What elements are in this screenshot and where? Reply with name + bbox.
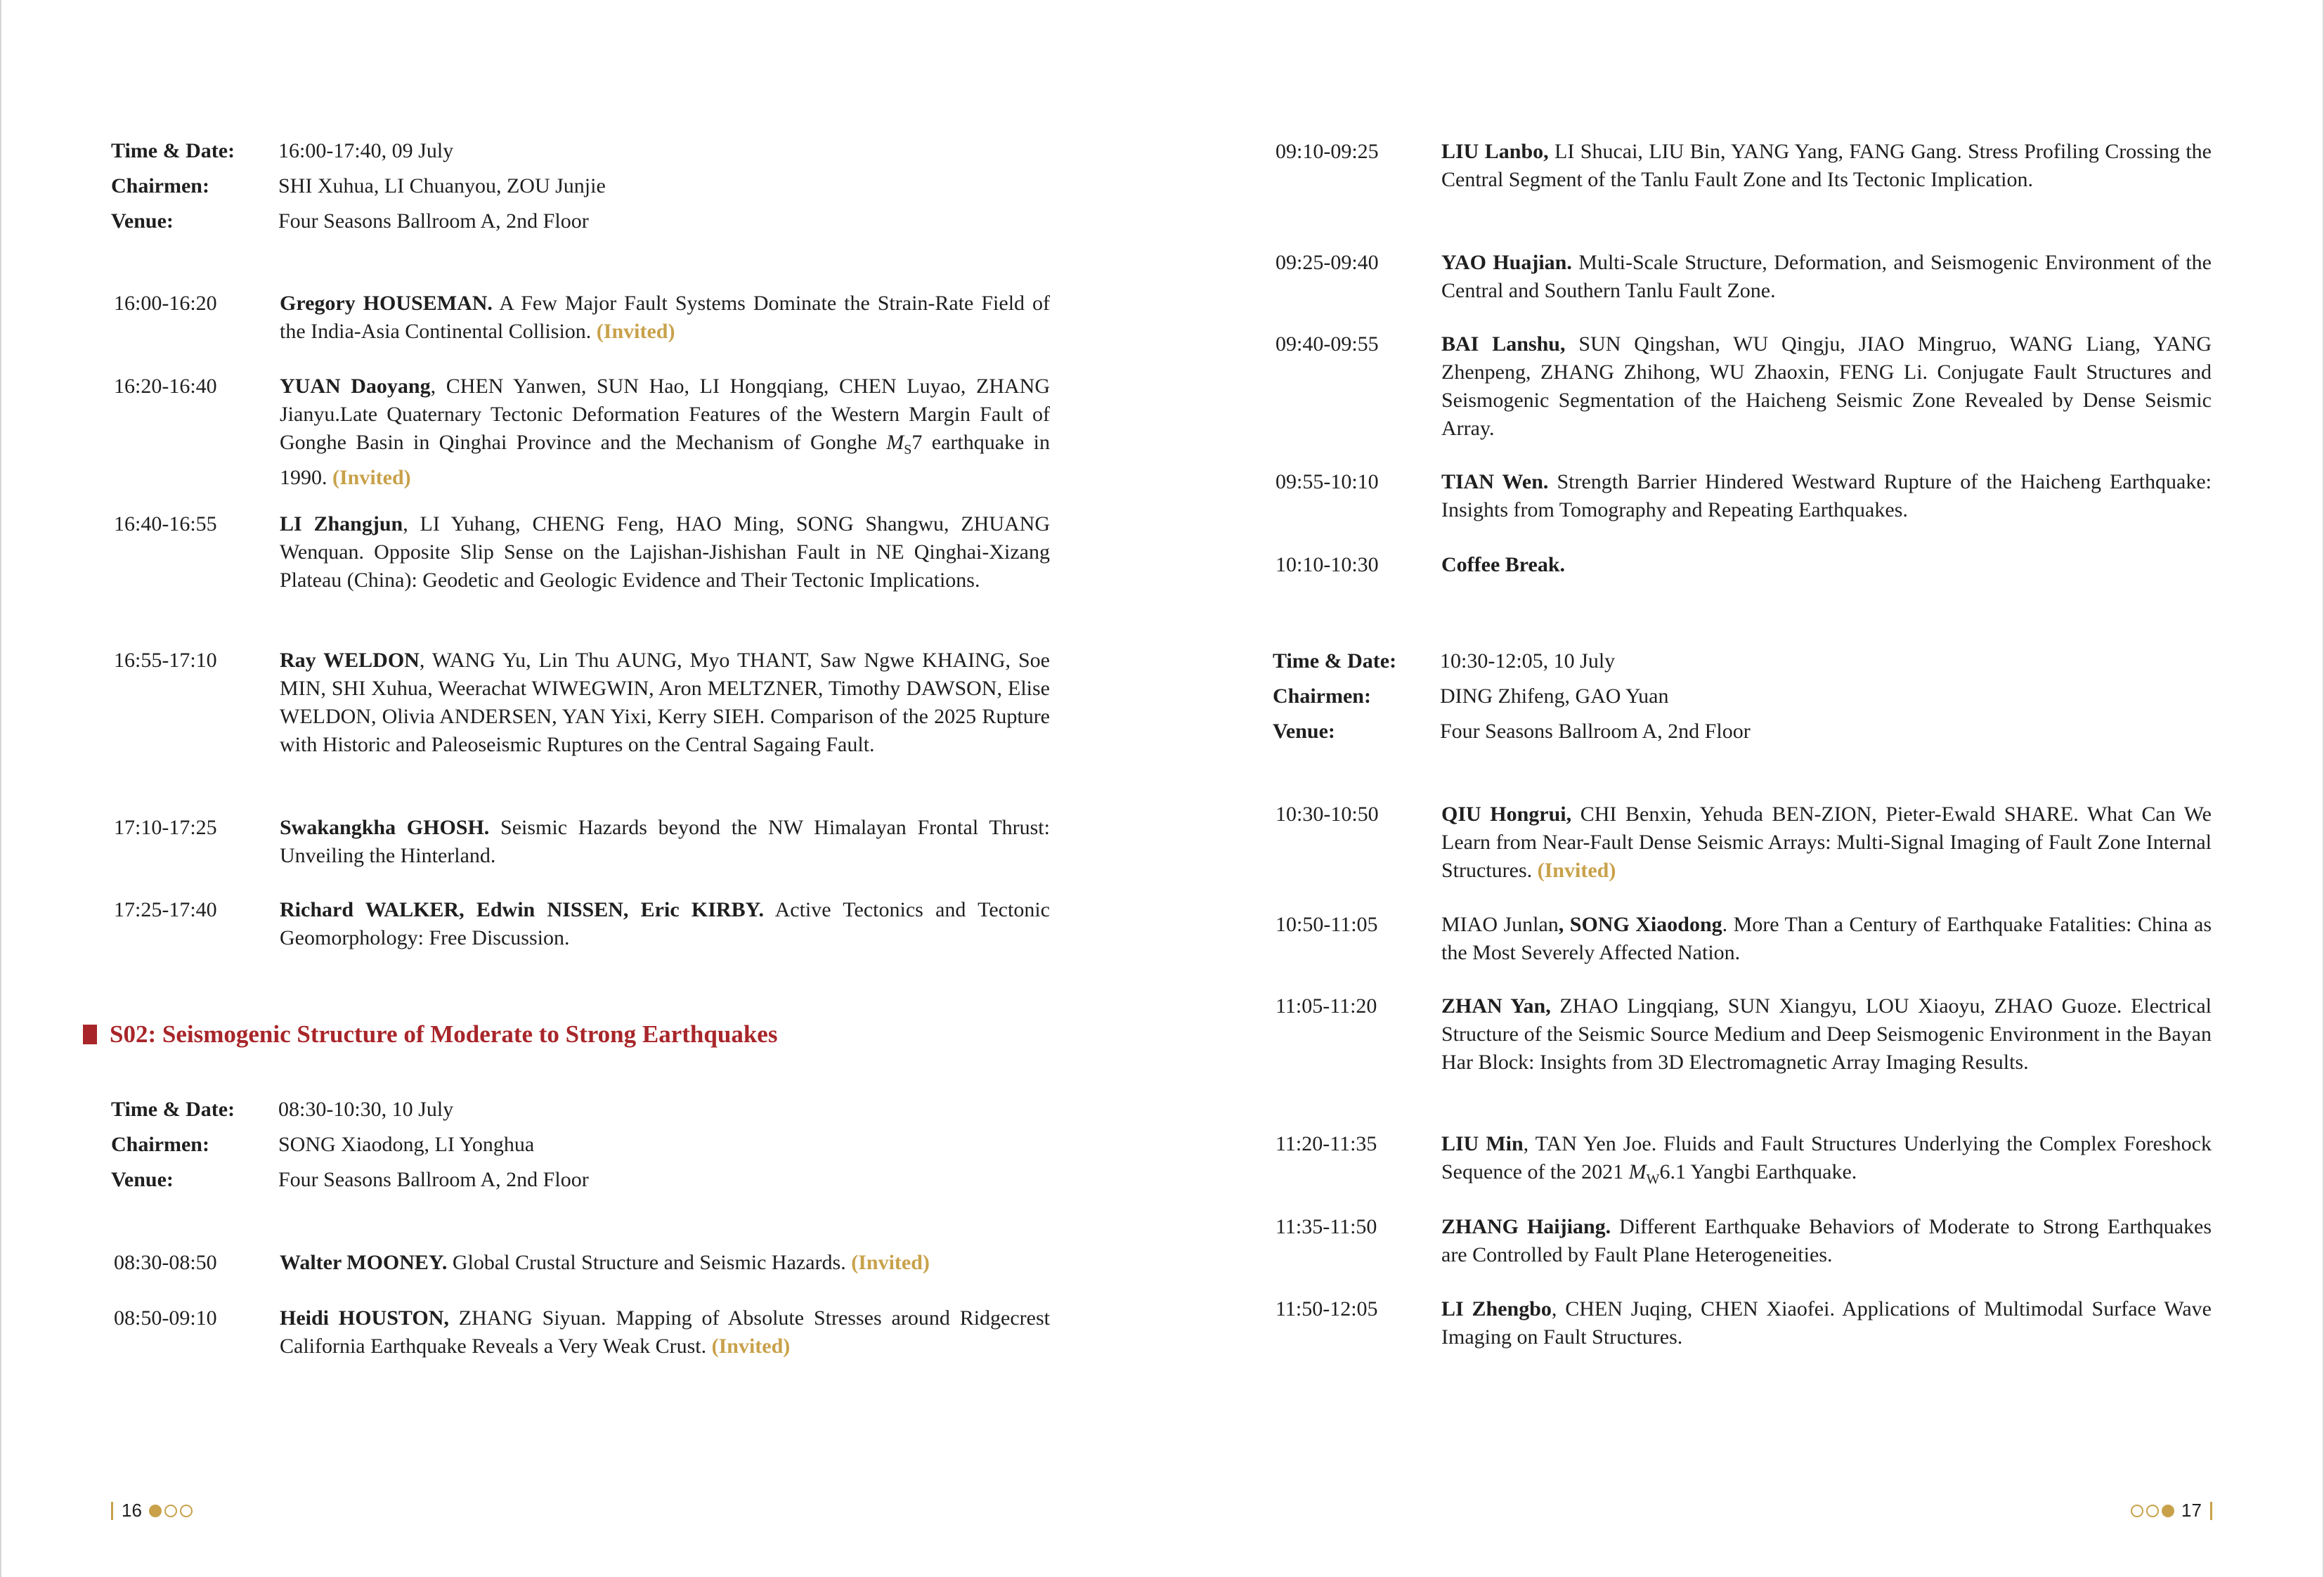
page-footer bbox=[2129, 1500, 2212, 1521]
talk-time: 16:20-16:40 bbox=[114, 375, 217, 398]
talk-text: . More Than a Century of Earthquake Fatalities: China as the Most Severely Affected Nation. bbox=[1441, 913, 2212, 964]
talk-author: ZHANG Haijiang. bbox=[1441, 1215, 1611, 1238]
talk-time: 11:20-11:35 bbox=[1275, 1132, 1377, 1155]
talk-item bbox=[1275, 911, 2212, 967]
talk-text: , LI Yuhang, CHENG Feng, HAO Ming, SONG Shangwu, ZHUANG Wenquan. Opposite Slip Sense on the Lajishan-Jishishan Fault in NE Qinghai-Xizang Plateau (China): Geodetic and Geologic Evidence and Their Tectonic Implications. bbox=[280, 512, 1050, 592]
talk-body bbox=[1441, 468, 2212, 524]
talk-item bbox=[1275, 1130, 2212, 1193]
talk-author: YUAN Daoyang bbox=[280, 375, 431, 398]
magnitude-subscript: W bbox=[1646, 1172, 1660, 1187]
session-info bbox=[111, 1092, 589, 1198]
talk-body bbox=[280, 814, 1050, 870]
talk-author: LIU Min bbox=[1441, 1132, 1524, 1155]
talk-body bbox=[1441, 911, 2212, 967]
chairmen-value: DING Zhifeng, GAO Yuan bbox=[1440, 684, 1669, 708]
talk-text: Global Crustal Structure and Seismic Hazards. bbox=[447, 1251, 852, 1274]
time-date-value: 08:30-10:30, 10 July bbox=[278, 1098, 454, 1121]
talk-body bbox=[1441, 1213, 2212, 1269]
time-date-value: 10:30-12:05, 10 July bbox=[1440, 649, 1616, 673]
talk-author: LI Zhengbo bbox=[1441, 1297, 1552, 1320]
talk-author: Walter MOONEY. bbox=[280, 1251, 448, 1274]
talk-text: CHI Benxin, Yehuda BEN-ZION, Pieter-Ewald SHARE. What Can We Learn from Near-Fault Dense Seismic Arrays: Multi-Signal Imaging of Fault Zone Internal Structures. bbox=[1441, 803, 2212, 882]
talk-author: Swakangkha GHOSH. bbox=[280, 816, 490, 839]
talk-text: 6.1 Yangbi Earthquake. bbox=[1659, 1160, 1857, 1183]
talk-item bbox=[1275, 800, 2212, 885]
talk-time: 10:10-10:30 bbox=[1275, 553, 1379, 576]
filled-dot-icon bbox=[149, 1505, 162, 1517]
venue-label: Venue: bbox=[111, 1168, 174, 1191]
talk-body bbox=[280, 1249, 930, 1277]
talk-time: 10:50-11:05 bbox=[1275, 913, 1378, 936]
talk-text: , WANG Yu, Lin Thu AUNG, Myo THANT, Saw Ngwe KHAING, Soe MIN, SHI Xuhua, Weerachat WIWEGWIN, Aron MELTZNER, Timothy DAWSON, Elise WELDON, Olivia ANDERSEN, YAN Yixi, Kerry SIEH. Comparison of the 2025 Rupture with Historic and Paleoseismic Ruptures on the Central Sagaing Fault. bbox=[280, 649, 1050, 756]
talk-text: LI Shucai, LIU Bin, YANG Yang, FANG Gang. Stress Profiling Crossing the Central Segment of the Tanlu Fault Zone and Its Tectonic Implication. bbox=[1441, 140, 2212, 191]
talk-item bbox=[114, 647, 1050, 759]
chairmen-value: SONG Xiaodong, LI Yonghua bbox=[278, 1133, 535, 1156]
talk-body bbox=[280, 290, 1050, 346]
talk-text: ZHANG Siyuan. Mapping of Absolute Stresses around Ridgecrest California Earthquake Reveals a Very Weak Crust. bbox=[280, 1306, 1050, 1358]
talk-item bbox=[114, 896, 1050, 952]
ring-dot-icon bbox=[164, 1505, 177, 1517]
footer-bar-icon bbox=[2210, 1502, 2212, 1520]
talk-item bbox=[114, 1249, 1050, 1277]
invited-badge: (Invited) bbox=[332, 466, 411, 489]
talk-time: 09:10-09:25 bbox=[1275, 140, 1379, 163]
section-marker-icon bbox=[83, 1025, 97, 1044]
venue-value: Four Seasons Ballroom A, 2nd Floor bbox=[278, 209, 589, 233]
talk-text: , CHEN Yanwen, SUN Hao, LI Hongqiang, CHEN Luyao, ZHANG Jianyu.Late Quaternary Tectonic Deformation Features of the Western Margin Fault of Gonghe Basin in Qinghai Province and the Mechanism of Gonghe bbox=[280, 375, 1050, 454]
talk-text: Active Tectonics and Tectonic Geomorphology: Free Discussion. bbox=[280, 898, 1050, 949]
talk-text: Multi-Scale Structure, Deformation, and Seismogenic Environment of the Central and Southern Tanlu Fault Zone. bbox=[1441, 251, 2212, 302]
talk-text: Different Earthquake Behaviors of Moderate to Strong Earthquakes are Controlled by Fault Plane Heterogeneities. bbox=[1441, 1215, 2212, 1266]
invited-badge: (Invited) bbox=[711, 1335, 791, 1358]
talk-time: 17:25-17:40 bbox=[114, 898, 217, 921]
talk-text: Strength Barrier Hindered Westward Rupture of the Haicheng Earthquake: Insights from Tomography and Repeating Earthquakes. bbox=[1441, 470, 2212, 521]
invited-badge: (Invited) bbox=[1537, 859, 1616, 882]
talk-author: LIU Lanbo, bbox=[1441, 140, 1549, 163]
talk-author: QIU Hongrui, bbox=[1441, 803, 1572, 826]
page-footer bbox=[111, 1500, 194, 1521]
time-date-label: Time & Date: bbox=[111, 1098, 235, 1121]
talk-item bbox=[1275, 138, 2212, 194]
talk-item bbox=[1275, 468, 2212, 524]
footer-bar-icon bbox=[111, 1502, 113, 1520]
talk-author: Heidi HOUSTON, bbox=[280, 1306, 449, 1330]
talk-author: Richard WALKER, Edwin NISSEN, Eric KIRBY. bbox=[280, 898, 764, 921]
talk-item bbox=[1275, 330, 2212, 443]
talk-item bbox=[114, 1304, 1050, 1361]
talk-body bbox=[280, 1304, 1050, 1361]
talk-body bbox=[1441, 138, 2212, 194]
time-date-value: 16:00-17:40, 09 July bbox=[278, 139, 454, 162]
talk-text: Seismic Hazards beyond the NW Himalayan Frontal Thrust: Unveiling the Hinterland. bbox=[280, 816, 1050, 867]
talk-time: 11:50-12:05 bbox=[1275, 1297, 1378, 1320]
talk-time: 16:00-16:20 bbox=[114, 292, 217, 315]
magnitude-symbol: M bbox=[1628, 1160, 1647, 1183]
page-number: 16 bbox=[122, 1500, 142, 1521]
talk-text: 7 earthquake in 1990. bbox=[280, 431, 1051, 489]
chairmen-label: Chairmen: bbox=[1273, 684, 1371, 708]
magnitude-symbol: M bbox=[886, 431, 904, 454]
session-info bbox=[1273, 644, 1751, 749]
ring-dot-icon bbox=[180, 1505, 193, 1517]
talk-time: 09:40-09:55 bbox=[1275, 332, 1379, 356]
talk-item bbox=[1275, 249, 2212, 305]
chairmen-label: Chairmen: bbox=[111, 1133, 209, 1156]
talk-body bbox=[1441, 1130, 2212, 1193]
talk-author: LI Zhangjun bbox=[280, 512, 403, 536]
talk-author: TIAN Wen. bbox=[1441, 470, 1549, 493]
talk-body bbox=[280, 510, 1050, 595]
venue-value: Four Seasons Ballroom A, 2nd Floor bbox=[278, 1168, 589, 1191]
talk-time: 17:10-17:25 bbox=[114, 816, 217, 839]
talk-time: 08:30-08:50 bbox=[114, 1251, 217, 1274]
talk-text: , CHEN Juqing, CHEN Xiaofei. Applications of Multimodal Surface Wave Imaging on Fault Structures. bbox=[1441, 1297, 2212, 1349]
time-date-label: Time & Date: bbox=[1273, 649, 1397, 673]
right-page bbox=[1162, 0, 2324, 1577]
talk-body bbox=[1441, 1295, 2212, 1351]
talk-time: 16:40-16:55 bbox=[114, 512, 217, 536]
talk-time: 11:35-11:50 bbox=[1275, 1215, 1377, 1238]
page-number: 17 bbox=[2181, 1500, 2202, 1521]
venue-label: Venue: bbox=[111, 209, 174, 233]
talk-item bbox=[114, 372, 1050, 492]
time-date-label: Time & Date: bbox=[111, 139, 235, 162]
ring-dot-icon bbox=[2131, 1505, 2143, 1517]
talk-author: Ray WELDON bbox=[280, 649, 420, 672]
talk-text: A Few Major Fault Systems Dominate the Strain-Rate Field of the India-Asia Continental Collision. bbox=[280, 292, 1050, 343]
chairmen-label: Chairmen: bbox=[111, 174, 209, 197]
section-heading bbox=[83, 1020, 777, 1049]
talk-text: ZHAO Lingqiang, SUN Xiangyu, LOU Xiaoyu, ZHAO Guoze. Electrical Structure of the Seismic Source Medium and Deep Seismogenic Environment in the Bayan Har Block: Insights from 3D Electromagnetic Array Imaging Results. bbox=[1441, 994, 2212, 1074]
talk-time: 10:30-10:50 bbox=[1275, 803, 1379, 826]
section-title-text: S02: Seismogenic Structure of Moderate to Strong Earthquakes bbox=[110, 1020, 778, 1048]
talk-body bbox=[280, 647, 1050, 759]
talk-item bbox=[1275, 551, 2212, 579]
talk-author: ZHAN Yan, bbox=[1441, 994, 1551, 1018]
talk-time: 09:25-09:40 bbox=[1275, 251, 1379, 274]
chairmen-value: SHI Xuhua, LI Chuanyou, ZOU Junjie bbox=[278, 174, 606, 197]
talk-text: SUN Qingshan, WU Qingju, JIAO Mingruo, WANG Liang, YANG Zhenpeng, ZHANG Zhihong, WU Zhaoxin, FENG Li. Conjugate Fault Structures and Seismogenic Segmentation of the Haicheng Seismic Zone Revealed by Dense Seismic Array. bbox=[1441, 332, 2212, 440]
venue-value: Four Seasons Ballroom A, 2nd Floor bbox=[1440, 720, 1751, 743]
venue-label: Venue: bbox=[1273, 720, 1335, 743]
invited-badge: (Invited) bbox=[851, 1251, 930, 1274]
talk-body bbox=[1441, 800, 2212, 885]
talk-author-first: MIAO Junlan bbox=[1441, 913, 1559, 936]
talk-item bbox=[1275, 1295, 2212, 1351]
talk-author: , SONG Xiaodong bbox=[1558, 913, 1722, 936]
talk-body bbox=[280, 372, 1050, 492]
talk-body bbox=[1441, 992, 2212, 1077]
talk-time: 11:05-11:20 bbox=[1275, 994, 1377, 1018]
talk-body bbox=[1441, 330, 2212, 443]
magnitude-subscript: S bbox=[904, 442, 912, 457]
talk-time: 08:50-09:10 bbox=[114, 1306, 217, 1330]
talk-item bbox=[1275, 992, 2212, 1077]
talk-body bbox=[280, 896, 1050, 952]
talk-item bbox=[114, 814, 1050, 870]
talk-item bbox=[114, 290, 1050, 346]
talk-time: 16:55-17:10 bbox=[114, 649, 217, 672]
talk-time: 09:55-10:10 bbox=[1275, 470, 1379, 493]
talk-item bbox=[114, 510, 1050, 595]
talk-author: YAO Huajian. bbox=[1441, 251, 1572, 274]
talk-body bbox=[1441, 551, 1565, 579]
session-info bbox=[111, 134, 606, 239]
invited-badge: (Invited) bbox=[596, 320, 675, 343]
ring-dot-icon bbox=[2146, 1505, 2159, 1517]
talk-author: Gregory HOUSEMAN. bbox=[280, 292, 493, 315]
talk-text: , TAN Yen Joe. Fluids and Fault Structures Underlying the Complex Foreshock Sequence of the 2021 bbox=[1441, 1132, 2212, 1183]
coffee-break-label: Coffee Break. bbox=[1441, 553, 1566, 576]
talk-author: BAI Lanshu, bbox=[1441, 332, 1566, 356]
filled-dot-icon bbox=[2162, 1505, 2174, 1517]
talk-item bbox=[1275, 1213, 2212, 1269]
talk-body bbox=[1441, 249, 2212, 305]
